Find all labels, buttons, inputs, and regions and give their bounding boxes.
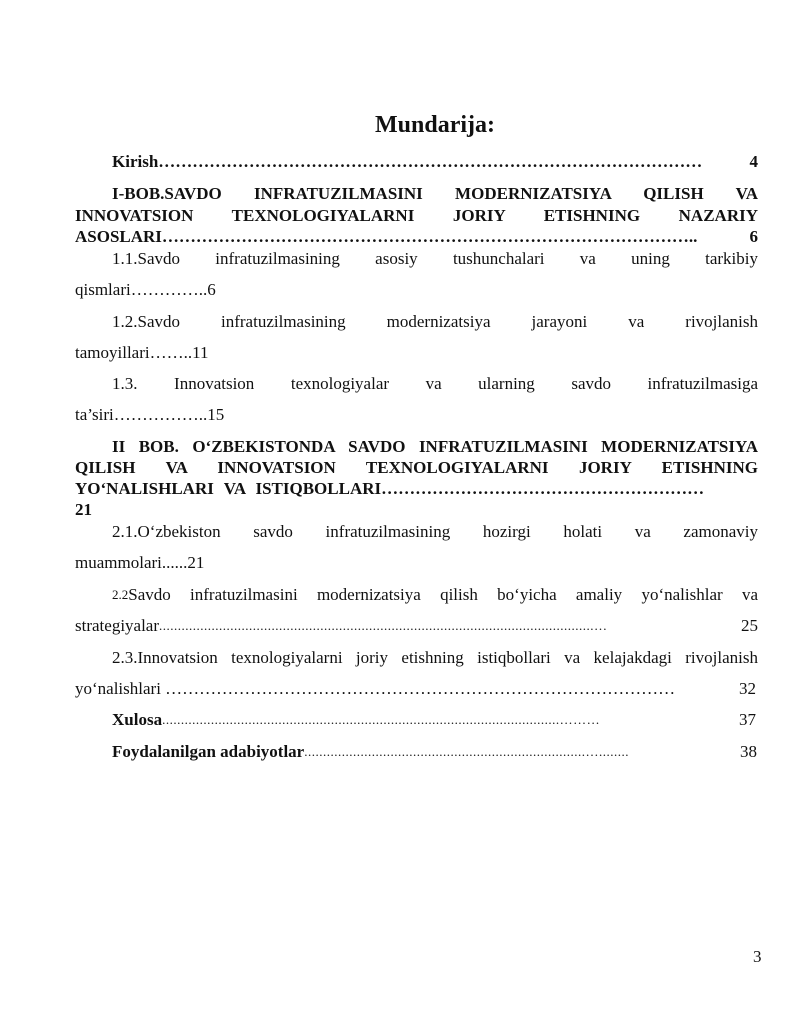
toc-leader-dots: ...........................................................................…........ bbox=[304, 744, 629, 759]
toc-entry-label: Xulosa bbox=[112, 710, 163, 729]
toc-section-1-3-line-1[interactable]: 1.3. Innovatsion texnologiyalar va ularning savdo infratuzilmasiga bbox=[112, 374, 758, 393]
toc-leader-dots: ………………………………………………………………………………….. bbox=[161, 227, 698, 246]
toc-leader-dots: ………………………………………………… bbox=[381, 479, 705, 498]
toc-page-number: 38 bbox=[740, 742, 757, 761]
toc-chapter-2-page: 21 bbox=[75, 500, 92, 519]
toc-section-2-2-line-2[interactable] bbox=[75, 615, 758, 637]
toc-leader-dots: ..........................................................................................................……… bbox=[162, 712, 601, 727]
toc-section-1-3-line-2[interactable]: ta’siri……………..15 bbox=[75, 405, 225, 424]
toc-entry-label: Savdo infratuzilmasini modernizatsiya qilish bo‘yicha amaliy yo‘nalishlar va bbox=[128, 585, 758, 604]
toc-page-number: 4 bbox=[749, 152, 758, 171]
toc-chapter-1-line-2[interactable]: INNOVATSION TEXNOLOGIYALARNI JORIY ETISHNING NAZARIY bbox=[75, 206, 758, 225]
toc-title: Mundarija: bbox=[375, 112, 495, 138]
toc-section-number: 2.2 bbox=[112, 587, 129, 602]
toc-entry-label: yo‘nalishlari bbox=[75, 679, 166, 698]
toc-entry-label: Foydalanilgan adabiyotlar bbox=[112, 742, 305, 761]
toc-section-1-2-line-2[interactable]: tamoyillari……..11 bbox=[75, 343, 209, 362]
toc-entry-label: YO‘NALISHLARI VA ISTIQBOLLARI bbox=[75, 479, 382, 498]
toc-page-number: 6 bbox=[749, 227, 758, 246]
page-number: 3 bbox=[753, 947, 762, 966]
toc-chapter-1-line-1[interactable]: I-BOB.SAVDO INFRATUZILMASINI MODERNIZATSIYA QILISH VA bbox=[112, 184, 758, 203]
toc-chapter-2-line-3[interactable] bbox=[75, 478, 758, 500]
toc-chapter-2-line-2[interactable]: QILISH VA INNOVATSION TEXNOLOGIYALARNI JORIY ETISHNING bbox=[75, 458, 758, 477]
toc-leader-dots: ……………………………………………………………………………… bbox=[165, 679, 676, 698]
toc-section-2-1-line-1[interactable]: 2.1.O‘zbekiston savdo infratuzilmasining hozirgi holati va zamonaviy bbox=[112, 522, 758, 541]
toc-entry-label: Kirish bbox=[112, 152, 159, 171]
toc-section-2-3-line-1[interactable]: 2.3.Innovatsion texnologiyalarni joriy etishning istiqbollari va kelajakdagi rivojlanish bbox=[112, 648, 758, 667]
toc-leader-dots: …………………………………………………………………………………… bbox=[158, 152, 703, 171]
toc-section-1-2-line-1[interactable]: 1.2.Savdo infratuzilmasining modernizatsiya jarayoni va rivojlanish bbox=[112, 312, 758, 331]
toc-page-number: 37 bbox=[739, 710, 756, 729]
toc-entry-label: ASOSLARI bbox=[75, 227, 162, 246]
toc-entry-adabiyotlar[interactable] bbox=[112, 741, 757, 763]
toc-entry-label: strategiyalar bbox=[75, 616, 160, 635]
toc-section-2-3-line-2[interactable] bbox=[75, 678, 756, 700]
toc-page-number: 32 bbox=[739, 679, 756, 698]
toc-section-1-1-line-2[interactable]: qismlari…………..6 bbox=[75, 280, 216, 299]
toc-leader-dots: ....................................................................................................................… bbox=[159, 618, 608, 633]
toc-chapter-1-line-3[interactable] bbox=[75, 226, 758, 248]
toc-section-2-2-line-1[interactable] bbox=[112, 584, 758, 606]
toc-entry-xulosa[interactable] bbox=[112, 709, 756, 731]
toc-chapter-2-line-1[interactable]: II BOB. O‘ZBEKISTONDA SAVDO INFRATUZILMASINI MODERNIZATSIYA bbox=[112, 437, 758, 456]
toc-entry-kirish[interactable] bbox=[112, 151, 758, 173]
toc-section-2-1-line-2[interactable]: muammolari......21 bbox=[75, 553, 205, 572]
toc-page-number: 25 bbox=[741, 616, 758, 635]
toc-section-1-1-line-1[interactable]: 1.1.Savdo infratuzilmasining asosiy tushunchalari va uning tarkibiy bbox=[112, 249, 758, 268]
